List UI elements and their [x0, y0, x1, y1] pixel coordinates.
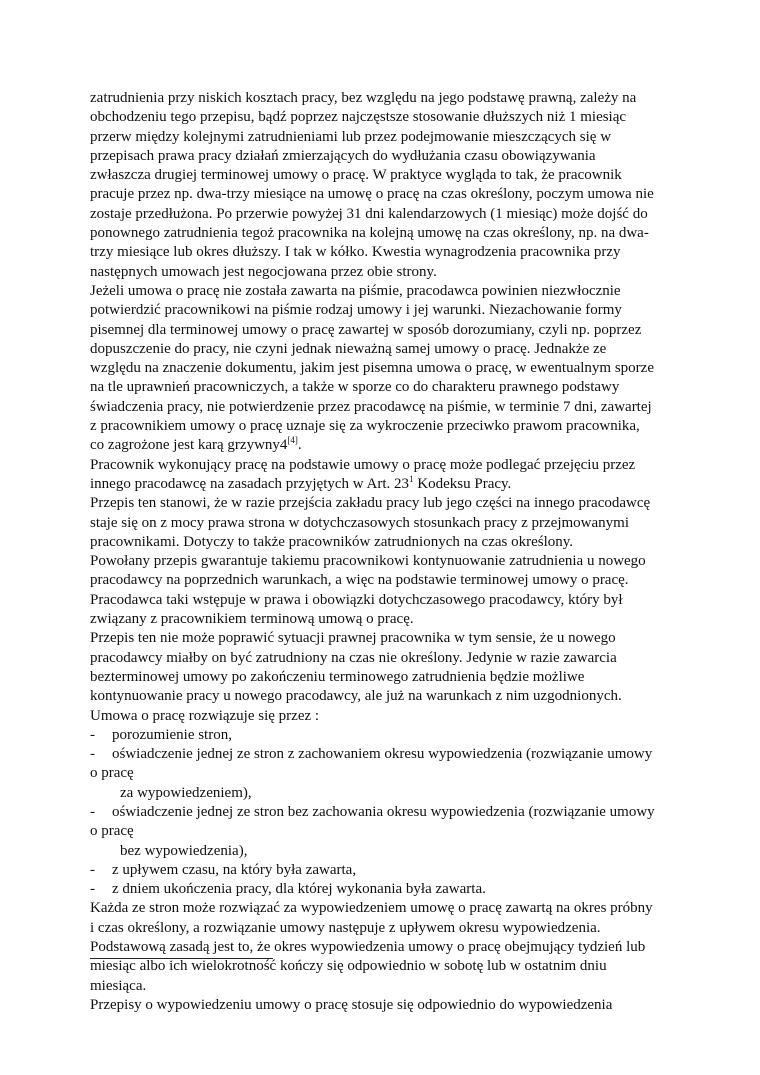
list-item-text: porozumienie stron,: [112, 726, 232, 743]
text-line: o pracę: [90, 765, 134, 782]
text-line: zwłaszcza drugiej terminowej umowy o pracę. W praktyce wygląda to tak, że pracownik: [90, 167, 622, 184]
text-line: Przepisy o wypowiedzeniu umowy o pracę stosuje się odpowiednio do wypowiedzenia: [90, 996, 613, 1013]
article-superscript: 1: [409, 473, 414, 484]
footnote-reference[interactable]: [4]: [287, 435, 298, 446]
list-item: [90, 726, 670, 745]
footnote-separator: [90, 958, 273, 959]
dash-bullet: -: [90, 861, 95, 878]
text-line: bezterminowej umowy po zakończeniu terminowego zatrudnienia będzie możliwe: [90, 668, 585, 685]
text-line: Podstawową zasadą jest to, że okres wypowiedzenia umowy o pracę obejmujący tydzień lub: [90, 939, 646, 956]
list-item-text: oświadczenie jednej ze stron bez zachowania okresu wypowiedzenia (rozwiązanie umowy: [112, 803, 655, 820]
text-line: zatrudnienia przy niskich kosztach pracy, bez względu na jego podstawę prawną, zależy na: [90, 90, 637, 106]
text-line: pracodawcy na poprzednich warunkach, a więc na podstawie terminowej umowy o pracę.: [90, 572, 629, 589]
list-item-text: z dniem ukończenia pracy, dla której wykonania była zawarta.: [112, 881, 486, 898]
text-line: pracownikami. Dotyczy to także pracowników zatrudnionych na czas określony.: [90, 533, 574, 550]
text-line: Każda ze stron może rozwiązać za wypowiedzeniem umowę o pracę zawartą na okres próbny: [90, 900, 653, 917]
text-line: Powołany przepis gwarantuje takiemu pracownikowi kontynuowanie zatrudnienia u nowego: [90, 553, 646, 570]
text-line: świadczenia pracy, nie potwierdzenie przez pracodawcę na piśmie, w terminie 7 dni, zawartej: [90, 398, 652, 415]
text-line: przerw między kolejnymi zatrudnieniami lub przez podejmowanie mieszczących się w: [90, 128, 612, 145]
article-text-end: Kodeksu Pracy.: [413, 475, 512, 492]
text-line: kontynuowanie pracy u nowego pracodawcy, ale już na warunkach z nim uzgodnionych.: [90, 688, 622, 705]
text-line: [90, 436, 670, 455]
paragraph-temporary-contracts: [90, 89, 670, 282]
text-line: zostaje przedłużona. Po przerwie powyżej 31 dni kalendarzowych (1 miesiąc) może dojść do: [90, 205, 648, 222]
text-line: Pracodawca taki wstępuje w prawa i obowiązki dotychczasowego pracodawcy, który był: [90, 591, 623, 608]
text-line: związany z pracownikiem terminową umową o pracę.: [90, 611, 414, 628]
text-line: dopuszczenie do pracy, nie czyni jednak nieważną samej umowy o pracę. Jednakże ze: [90, 340, 607, 357]
fine-text-end: .: [297, 437, 302, 454]
text-line: trzy miesiące lub okres dłuższy. I tak w kółko. Kwestia wynagrodzenia pracownika przy: [90, 244, 621, 261]
list-item-text: z upływem czasu, na który była zawarta,: [112, 861, 357, 878]
list-item: [90, 861, 670, 880]
text-line: i czas określony, a rozwiązanie umowy następuje z upływem okresu wypowiedzenia.: [90, 919, 601, 936]
article-text: innego pracodawcę na zasadach przyjętych w Art. 23: [90, 475, 410, 492]
text-line: miesiąca.: [90, 977, 147, 994]
text-line: [90, 475, 670, 494]
list-item-text: oświadczenie jednej ze stron z zachowaniem okresu wypowiedzenia (rozwiązanie umowy: [112, 746, 653, 763]
document-body: [90, 89, 670, 1015]
text-line: Jeżeli umowa o pracę nie została zawarta na piśmie, pracodawca powinien niezwłocznie: [90, 282, 621, 299]
dash-bullet: -: [90, 803, 95, 820]
text-line: pisemnej dla terminowej umowy o pracę zawartej w sposób dorozumiany, czyli np. poprzez: [90, 321, 642, 338]
text-line: bez wypowiedzenia),: [120, 842, 248, 859]
text-line: Pracownik wykonujący pracę na podstawie umowy o pracę może podlegać przejęciu przez: [90, 456, 636, 473]
text-line: Umowa o pracę rozwiązuje się przez :: [90, 707, 320, 724]
list-item: [90, 803, 670, 822]
list-item: [90, 745, 670, 764]
paragraph-written-form: [90, 282, 670, 456]
text-line: miesiąc albo ich wielokrotność kończy się odpowiednio w sobotę lub w ostatnim dniu: [90, 958, 607, 975]
text-line: przepisach prawa pracy działań zmierzających do wydłużania czasu obowiązywania: [90, 147, 596, 164]
text-line: na tle uprawnień pracowniczych, a także w sporze co do charakteru prawnego podstawy: [90, 379, 620, 396]
text-line: ponownego zatrudnienia tegoż pracownika na kolejną umowę na czas określony, np. na dwa-: [90, 225, 649, 242]
dash-bullet: -: [90, 726, 95, 743]
dash-bullet: -: [90, 881, 95, 898]
text-line: obchodzeniu tego przepisu, bądź poprzez najczęstsze stosowanie dłuższych niż 1 miesiąc: [90, 109, 627, 126]
text-line: o pracę: [90, 823, 134, 840]
text-line: za wypowiedzeniem),: [120, 784, 252, 801]
text-line: pracodawcy miałby on być zatrudniony na czas nie określony. Jedynie w razie zawarcia: [90, 649, 617, 666]
termination-list: [90, 726, 670, 900]
paragraph-transfer: [90, 456, 670, 726]
text-line: względu na znaczenie dokumentu, jakim jest pisemna umowa o pracę, w ewentualnym sporze: [90, 360, 654, 377]
text-line: staje się on z mocy prawa strona w dotychczasowych stosunkach pracy z przejmowanymi: [90, 514, 629, 531]
text-line: z pracownikiem umowy o pracę uznaje się za wykroczenie przeciwko prawom pracownika,: [90, 418, 640, 435]
text-line: Przepis ten nie może poprawić sytuacji prawnej pracownika w tym sensie, że u nowego: [90, 630, 616, 647]
text-line: następnych umowach jest negocjowana przez obie strony.: [90, 263, 437, 280]
text-line: Przepis ten stanowi, że w razie przejścia zakładu pracy lub jego części na innego pracodawcę: [90, 495, 651, 512]
text-line: potwierdzić pracownikowi na piśmie rodzaj umowy i jej warunki. Niezachowanie formy: [90, 302, 622, 319]
text-line: pracuje przez np. dwa-trzy miesiące na umowę o pracę na czas określony, poczym umowa nie: [90, 186, 654, 203]
dash-bullet: -: [90, 746, 95, 763]
fine-text: co zagrożone jest karą grzywny4: [90, 437, 288, 454]
list-item: [90, 880, 670, 899]
